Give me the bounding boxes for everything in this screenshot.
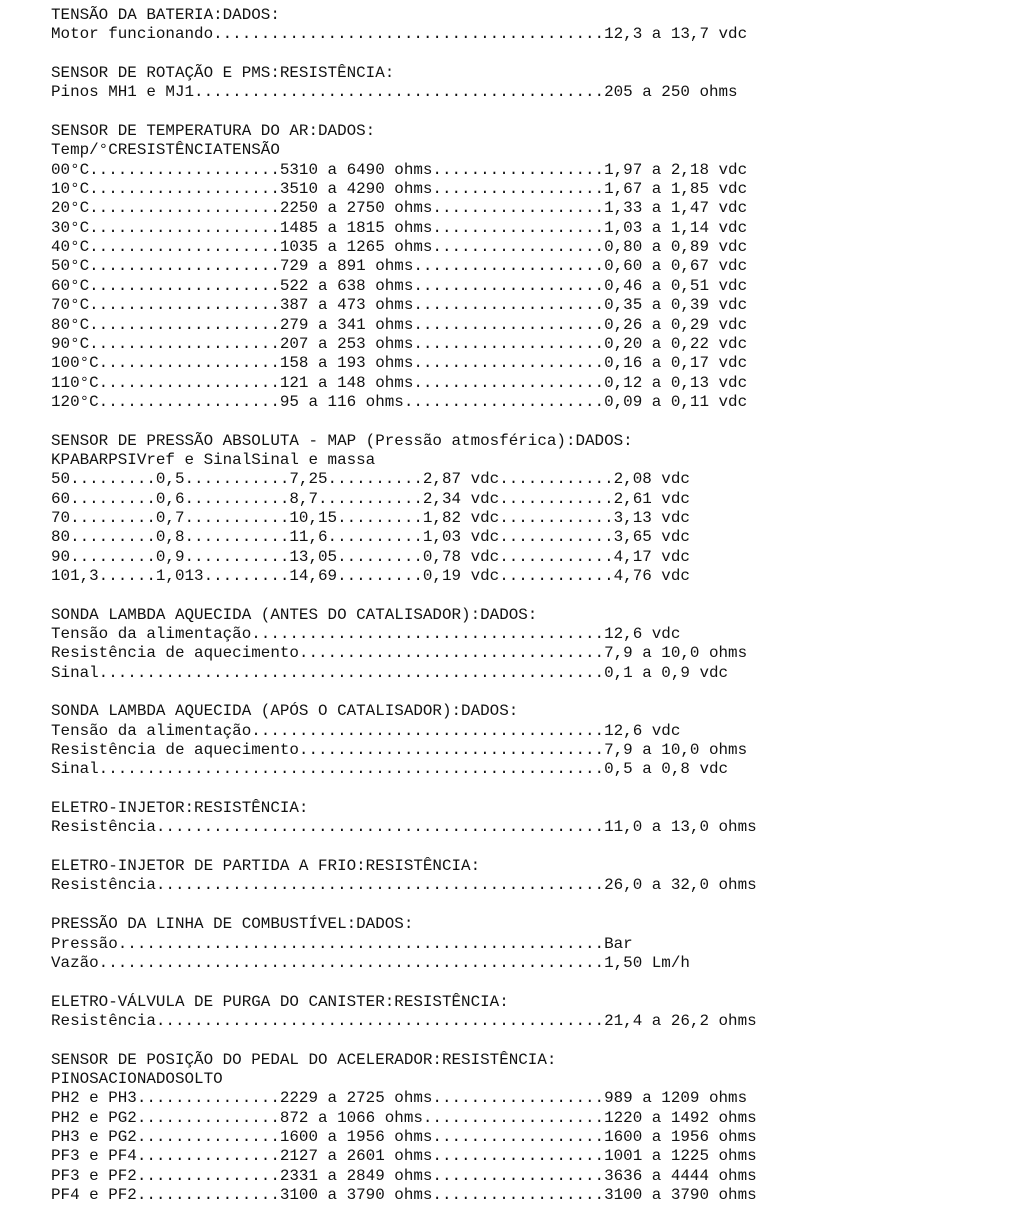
section-spacer	[51, 45, 757, 64]
section-title: SENSOR DE TEMPERATURA DO AR:DADOS:	[51, 122, 376, 141]
spec-line: Resistência de aquecimento................................7,9 a 10,0 ohms	[51, 644, 748, 663]
spec-section	[51, 915, 757, 973]
spec-line: PF4 e PF2...............3100 a 3790 ohms..................3100 a 3790 ohms	[51, 1185, 757, 1204]
section-title: SONDA LAMBDA AQUECIDA (APÓS O CATALISADOR):DADOS:	[51, 702, 519, 721]
spec-line: 100°C...................158 a 193 ohms....................0,16 a 0,17 vdc	[51, 354, 748, 373]
spec-line: Vazão.....................................................1,50 Lm/h	[51, 953, 690, 972]
spec-section	[51, 122, 757, 412]
spec-line: 20°C....................2250 a 2750 ohms..................1,33 a 1,47 vdc	[51, 199, 748, 218]
section-spacer	[51, 780, 757, 799]
spec-line: Sinal.....................................................0,1 a 0,9 vdc	[51, 663, 729, 682]
spec-line: Tensão da alimentação.....................................12,6 vdc	[51, 625, 681, 643]
spec-line: Tensão da alimentação.....................................12,6 vdc	[51, 721, 681, 740]
spec-line: Pressão...................................................Bar	[51, 934, 633, 953]
specification-document	[51, 6, 757, 1205]
spec-section	[51, 702, 757, 779]
spec-section	[51, 857, 757, 896]
spec-line: 30°C....................1485 a 1815 ohms..................1,03 a 1,14 vdc	[51, 218, 748, 237]
spec-line: PH3 e PG2...............1600 a 1956 ohms..................1600 a 1956 ohms	[51, 1127, 757, 1146]
spec-line: Temp/°CRESISTÊNCIATENSÃO	[51, 141, 280, 160]
spec-line: 101,3......1,013.........14,69.........0,19 vdc............4,76 vdc	[51, 566, 690, 585]
section-spacer	[51, 412, 757, 431]
section-title: ELETRO-INJETOR:RESISTÊNCIA:	[51, 799, 309, 818]
spec-line: Resistência...............................................26,0 a 32,0 ohms	[51, 876, 757, 895]
section-spacer	[51, 896, 757, 915]
section-title: PRESSÃO DA LINHA DE COMBUSTÍVEL:DADOS:	[51, 915, 414, 934]
spec-section	[51, 432, 757, 587]
spec-line: Sinal.....................................................0,5 a 0,8 vdc	[51, 760, 729, 779]
spec-line: 10°C....................3510 a 4290 ohms..................1,67 a 1,85 vdc	[51, 180, 748, 199]
spec-line: 80.........0,8...........11,6..........1,03 vdc............3,65 vdc	[51, 528, 690, 547]
spec-line: PH2 e PG2...............872 a 1066 ohms...................1220 a 1492 ohms	[51, 1108, 757, 1127]
spec-line: Motor funcionando.........................................12,3 a 13,7 vdc	[51, 25, 748, 44]
spec-line: 60.........0,6...........8,7...........2,34 vdc............2,61 vdc	[51, 489, 690, 508]
spec-line: 70.........0,7...........10,15.........1,82 vdc............3,13 vdc	[51, 508, 690, 527]
spec-section	[51, 64, 757, 103]
spec-line: 70°C....................387 a 473 ohms....................0,35 a 0,39 vdc	[51, 296, 748, 315]
spec-line: 40°C....................1035 a 1265 ohms..................0,80 a 0,89 vdc	[51, 238, 748, 257]
section-spacer	[51, 838, 757, 857]
spec-line: PF3 e PF4...............2127 a 2601 ohms..................1001 a 1225 ohms	[51, 1147, 757, 1166]
spec-line: 120°C...................95 a 116 ohms.....................0,09 a 0,11 vdc	[51, 392, 748, 411]
spec-section	[51, 1051, 757, 1205]
section-title: SONDA LAMBDA AQUECIDA (ANTES DO CATALISADOR):DADOS:	[51, 605, 538, 624]
section-title: TENSÃO DA BATERIA:DADOS:	[51, 6, 280, 24]
spec-line: 50.........0,5...........7,25..........2,87 vdc............2,08 vdc	[51, 470, 690, 489]
section-title: SENSOR DE ROTAÇÃO E PMS:RESISTÊNCIA:	[51, 64, 395, 83]
section-spacer	[51, 1031, 757, 1050]
spec-line: PINOSACIONADOSOLTO	[51, 1069, 223, 1088]
spec-line: 60°C....................522 a 638 ohms....................0,46 a 0,51 vdc	[51, 276, 748, 295]
spec-line: PF3 e PF2...............2331 a 2849 ohms..................3636 a 4444 ohms	[51, 1166, 757, 1185]
spec-line: PH2 e PH3...............2229 a 2725 ohms..................989 a 1209 ohms	[51, 1089, 748, 1108]
spec-section	[51, 993, 757, 1032]
spec-section	[51, 6, 757, 45]
section-title: SENSOR DE PRESSÃO ABSOLUTA - MAP (Pressão atmosférica):DADOS:	[51, 431, 633, 450]
spec-line: Resistência...............................................21,4 a 26,2 ohms	[51, 1011, 757, 1030]
spec-section	[51, 799, 757, 838]
spec-section	[51, 606, 757, 683]
section-title: ELETRO-INJETOR DE PARTIDA A FRIO:RESISTÊNCIA:	[51, 857, 481, 876]
section-spacer	[51, 586, 757, 605]
spec-line: Resistência...............................................11,0 a 13,0 ohms	[51, 818, 757, 837]
section-spacer	[51, 973, 757, 992]
section-spacer	[51, 103, 757, 122]
section-title: ELETRO-VÁLVULA DE PURGA DO CANISTER:RESISTÊNCIA:	[51, 992, 509, 1011]
spec-line: 50°C....................729 a 891 ohms....................0,60 a 0,67 vdc	[51, 257, 748, 276]
spec-line: 80°C....................279 a 341 ohms....................0,26 a 0,29 vdc	[51, 315, 748, 334]
spec-line: 00°C....................5310 a 6490 ohms..................1,97 a 2,18 vdc	[51, 160, 748, 179]
spec-line: Resistência de aquecimento................................7,9 a 10,0 ohms	[51, 741, 748, 760]
spec-line: 90.........0,9...........13,05.........0,78 vdc............4,17 vdc	[51, 547, 690, 566]
spec-line: 90°C....................207 a 253 ohms....................0,20 a 0,22 vdc	[51, 334, 748, 353]
spec-line: KPABARPSIVref e SinalSinal e massa	[51, 450, 376, 469]
section-title: SENSOR DE POSIÇÃO DO PEDAL DO ACELERADOR:RESISTÊNCIA:	[51, 1050, 557, 1069]
spec-line: Pinos MH1 e MJ1...........................................205 a 250 ohms	[51, 83, 738, 102]
spec-line: 110°C...................121 a 148 ohms....................0,12 a 0,13 vdc	[51, 373, 748, 392]
section-spacer	[51, 683, 757, 702]
